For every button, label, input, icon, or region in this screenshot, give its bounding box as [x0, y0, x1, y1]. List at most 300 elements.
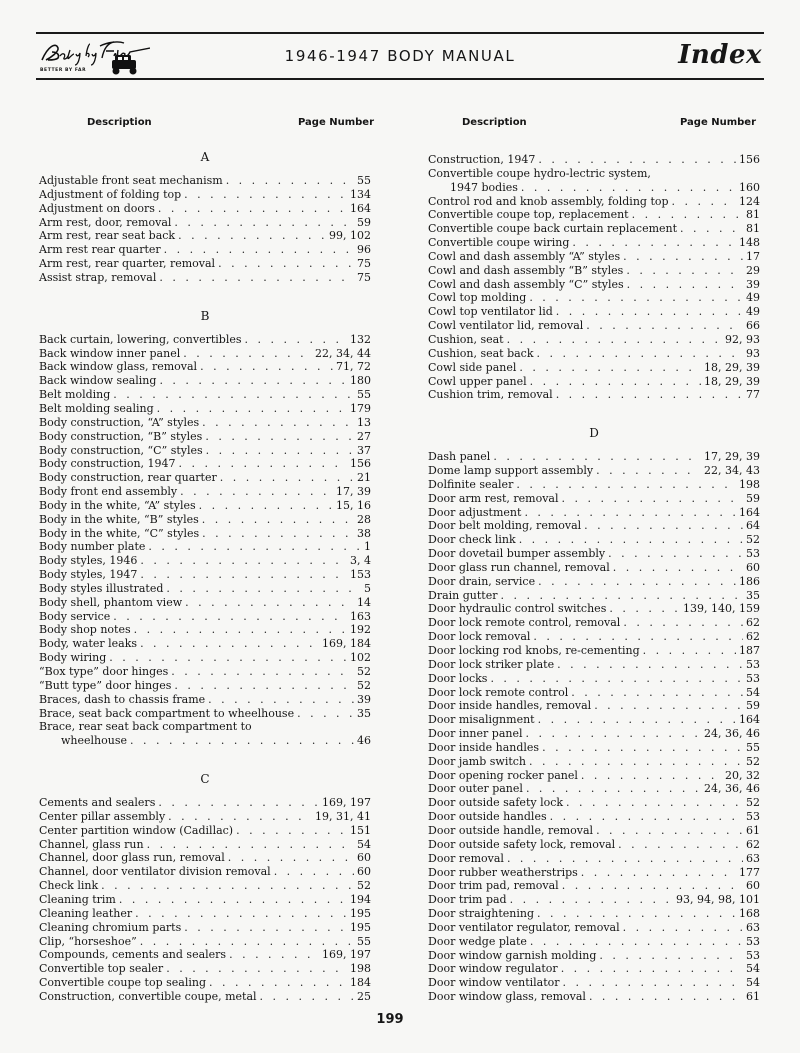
index-entry	[428, 208, 760, 222]
section-d-entries	[428, 450, 760, 1004]
entry-page-number: 49	[746, 291, 760, 305]
entry-description: Back window sealing	[39, 374, 157, 388]
dot-leader	[113, 388, 354, 402]
entry-description: Brace, rear seat back compartment to	[39, 720, 252, 734]
header-rule-top	[36, 32, 764, 34]
entry-description: Door locking rod knobs, re-cementing	[428, 644, 640, 657]
entry-page-number: 53	[746, 657, 760, 671]
index-entry	[39, 976, 371, 990]
index-entry	[428, 852, 760, 866]
entry-description: Door inside handles	[428, 740, 540, 754]
dot-leader	[229, 948, 319, 962]
entry-description: Body wiring	[39, 651, 107, 665]
letter-heading-c: C	[200, 772, 210, 787]
entry-page-number: 35	[746, 588, 760, 602]
dot-leader	[183, 347, 312, 361]
entry-page-number: 186	[739, 574, 760, 588]
section-c-continued-entries	[428, 153, 760, 402]
entry-description: Arm rest, door, removal	[39, 215, 172, 229]
entry-page-number: 14	[357, 595, 371, 609]
index-entry	[428, 879, 760, 893]
index-entry	[428, 616, 760, 630]
dot-leader	[184, 921, 347, 935]
entry-description: Body, water leaks	[39, 637, 138, 651]
dot-leader	[596, 464, 701, 478]
entry-page-number: 55	[357, 174, 371, 187]
entry-page-number: 53	[746, 948, 760, 962]
entry-description: Convertible coupe back curtain replacement	[428, 222, 678, 236]
entry-page-number: 54	[746, 685, 760, 699]
entry-page-number: 164	[739, 505, 760, 519]
dot-leader	[626, 264, 743, 278]
dot-leader	[147, 838, 354, 852]
entry-description: Door belt molding, removal	[428, 519, 582, 533]
entry-page-number: 53	[746, 671, 760, 685]
entry-page-number: 55	[357, 388, 371, 402]
entry-page-number: 59	[746, 699, 760, 713]
entry-page-number: 39	[746, 277, 760, 291]
entry-page-number: 198	[350, 962, 371, 976]
dot-leader	[113, 610, 347, 624]
entry-description: Assist strap, removal	[39, 270, 157, 284]
dot-leader	[563, 976, 743, 990]
index-entry	[428, 893, 760, 907]
entry-page-number: 62	[746, 630, 760, 644]
page-number: 199	[376, 1012, 404, 1027]
entry-page-number: 52	[357, 678, 371, 692]
index-entry	[428, 755, 760, 769]
entry-description: Drain gutter	[428, 588, 498, 602]
entry-page-number: 19, 31, 41	[315, 809, 371, 823]
index-entry	[428, 236, 760, 250]
entry-page-number: 27	[357, 429, 371, 443]
index-entry	[39, 921, 371, 935]
index-entry	[428, 907, 760, 921]
dot-leader	[566, 796, 743, 810]
dot-leader	[135, 907, 347, 921]
entry-description: Cowl and dash assembly “A” styles	[428, 249, 621, 263]
entry-description: “Butt type” door hinges	[39, 678, 172, 692]
entry-description: Door hydraulic control switches	[428, 602, 607, 616]
index-entry	[39, 216, 371, 230]
dot-leader	[519, 361, 701, 375]
index-entry	[39, 243, 371, 257]
entry-description: Door inside handles, removal	[428, 699, 592, 713]
entry-page-number: 37	[357, 443, 371, 457]
index-column-left	[39, 150, 371, 1004]
section-c-entries	[39, 796, 371, 1004]
dot-leader	[623, 250, 743, 264]
section-gap	[428, 402, 760, 426]
entry-page-number: 194	[350, 892, 371, 906]
index-entry	[39, 990, 371, 1004]
index-entry	[428, 962, 760, 976]
entry-page-number: 62	[746, 837, 760, 851]
dot-leader	[609, 602, 680, 616]
entry-description: Body construction, “A” styles	[39, 415, 200, 429]
index-entry	[39, 527, 371, 541]
entry-page-number: 151	[350, 823, 371, 837]
index-entry	[428, 561, 760, 575]
entry-description: Body in the white, “B” styles	[39, 512, 199, 526]
dot-leader	[643, 644, 736, 658]
dot-leader	[159, 271, 354, 285]
entry-page-number: 169, 197	[322, 948, 371, 962]
entry-page-number: 164	[739, 713, 760, 727]
dot-leader	[140, 554, 347, 568]
index-entry	[428, 575, 760, 589]
entry-description: Door drain, service	[428, 574, 536, 588]
entry-description: Door rubber weatherstrips	[428, 865, 578, 879]
entry-page-number: 24, 36, 46	[704, 782, 760, 796]
entry-page-number: 17, 39	[336, 485, 371, 499]
entry-description: Door jamb switch	[428, 754, 527, 768]
dot-leader	[140, 935, 354, 949]
entry-page-number: 28	[357, 512, 371, 526]
entry-description: Back window inner panel	[39, 346, 181, 360]
entry-description: Door lock removal	[428, 630, 531, 644]
dot-leader	[140, 637, 319, 651]
entry-page-number: 24, 36, 46	[704, 727, 760, 741]
entry-page-number: 53	[746, 810, 760, 824]
dot-leader	[510, 893, 673, 907]
entry-description: Cowl top ventilator lid	[428, 305, 553, 319]
index-entry	[428, 741, 760, 755]
index-entry	[39, 651, 371, 665]
entry-description: Cushion, seat back	[428, 346, 534, 360]
entry-description: Body construction, “C” styles	[39, 443, 203, 457]
entry-page-number: 22, 34, 43	[704, 464, 760, 478]
entry-description: Cushion, seat	[428, 332, 504, 346]
entry-description: Cowl side panel	[428, 360, 517, 374]
index-entry	[428, 949, 760, 963]
dot-leader	[158, 796, 319, 810]
entry-page-number: 169, 184	[322, 637, 371, 651]
index-entry	[428, 810, 760, 824]
entry-page-number: 61	[746, 823, 760, 837]
dot-leader	[586, 319, 743, 333]
entry-description: Back curtain, lowering, convertibles	[39, 332, 242, 346]
entry-page-number: 18, 29, 39	[704, 360, 760, 374]
dot-leader	[174, 679, 354, 693]
dot-leader	[507, 852, 743, 866]
dot-leader	[537, 347, 743, 361]
entry-page-number: 64	[746, 519, 760, 533]
entry-description: Door locks	[428, 671, 488, 685]
dot-leader	[507, 333, 722, 347]
index-entry	[39, 513, 371, 527]
index-entry	[428, 602, 760, 616]
dot-leader	[490, 672, 743, 686]
index-entry	[428, 388, 760, 402]
index-entry	[428, 976, 760, 990]
index-entry	[39, 665, 371, 679]
entry-description: Cowl and dash assembly “B” styles	[428, 263, 624, 277]
entry-page-number: 163	[350, 609, 371, 623]
entry-page-number: 55	[746, 740, 760, 754]
entry-description: Convertible coupe top sealing	[39, 976, 206, 990]
index-entry	[39, 907, 371, 921]
index-entry	[428, 319, 760, 333]
entry-description: Body styles, 1947	[39, 568, 138, 582]
index-entry	[39, 485, 371, 499]
entry-description: Adjustment on doors	[39, 201, 155, 215]
dot-leader	[524, 506, 736, 520]
entry-description: Door arm rest, removal	[428, 491, 559, 505]
entry-description: Door adjustment	[428, 505, 522, 519]
entry-description: Body construction, rear quarter	[39, 471, 217, 485]
letter-heading-a: A	[200, 150, 210, 164]
entry-page-number: 35	[357, 706, 371, 720]
dot-leader	[557, 658, 743, 672]
entry-description: Construction, convertible coupe, metal	[39, 989, 257, 1003]
entry-page-number: 153	[350, 568, 371, 582]
letter-heading-d: D	[589, 426, 599, 441]
entry-page-number: 52	[746, 754, 760, 768]
entry-description: Door check link	[428, 533, 516, 547]
entry-page-number: 156	[739, 153, 760, 166]
dot-leader	[202, 416, 354, 430]
index-entry	[39, 582, 371, 596]
dot-leader	[208, 693, 354, 707]
manual-title: 1946-1947 BODY MANUAL	[284, 47, 516, 65]
dot-leader	[550, 810, 743, 824]
entry-description: Cowl ventilator lid, removal	[428, 319, 584, 333]
index-entry	[428, 519, 760, 533]
entry-description: Convertible coupe hydro-lectric system,	[428, 166, 651, 180]
right-page-number-heading: Page Number	[680, 117, 757, 128]
entry-page-number: 75	[357, 257, 371, 271]
entry-description: Cleaning chromium parts	[39, 920, 182, 934]
entry-description: Body styles, 1946	[39, 554, 138, 568]
dot-leader	[618, 838, 743, 852]
entry-description: Door trim pad	[428, 893, 507, 907]
entry-description: Body in the white, “C” styles	[39, 526, 200, 540]
entry-page-number: 52	[746, 533, 760, 547]
index-entry	[428, 824, 760, 838]
entry-description: Arm rest, rear quarter, removal	[39, 257, 216, 271]
entry-description: Door outside safety lock	[428, 796, 564, 810]
entry-page-number: 66	[746, 319, 760, 333]
dot-leader	[584, 519, 743, 533]
dot-leader	[134, 623, 347, 637]
index-entry	[39, 935, 371, 949]
index-entry	[39, 444, 371, 458]
entry-description: wheelhouse	[61, 734, 127, 748]
index-entry	[39, 360, 371, 374]
index-entry	[428, 630, 760, 644]
entry-description: Control rod and knob assembly, folding top	[428, 194, 669, 208]
index-entry	[39, 430, 371, 444]
entry-page-number: 93, 94, 98, 101	[676, 893, 760, 907]
index-entry	[428, 686, 760, 700]
entry-description: Door window glass, removal	[428, 990, 586, 1004]
index-entry	[428, 727, 760, 741]
entry-description: Door lock remote control, removal	[428, 616, 621, 630]
entry-description: Body front end assembly	[39, 485, 178, 499]
index-entry	[39, 471, 371, 485]
index-entry	[428, 658, 760, 672]
index-entry	[39, 720, 371, 734]
entry-page-number: 59	[357, 215, 371, 229]
dot-leader	[206, 444, 354, 458]
dot-leader	[500, 589, 743, 603]
index-entry	[39, 796, 371, 810]
left-page-number-heading: Page Number	[298, 117, 375, 128]
dot-leader	[178, 229, 326, 243]
entry-page-number: 53	[746, 934, 760, 948]
index-entry	[39, 554, 371, 568]
index-entry	[428, 278, 760, 292]
entry-description: Cowl top molding	[428, 291, 527, 305]
logo-tagline: BETTER BY FAR	[40, 68, 87, 73]
dot-leader	[236, 824, 347, 838]
dot-leader	[542, 741, 743, 755]
index-entry	[39, 202, 371, 216]
entry-page-number: 77	[746, 388, 760, 402]
entry-page-number: 156	[350, 457, 371, 471]
index-entry	[428, 167, 760, 181]
entry-page-number: 177	[739, 865, 760, 879]
entry-description: Compounds, cements and sealers	[39, 948, 227, 962]
index-entry	[428, 333, 760, 347]
entry-description: Cowl and dash assembly “C” styles	[428, 277, 624, 291]
dot-leader	[581, 769, 722, 783]
dot-leader	[623, 616, 743, 630]
index-entry	[428, 347, 760, 361]
dot-leader	[530, 935, 743, 949]
dot-leader	[632, 208, 743, 222]
dot-leader	[185, 596, 354, 610]
entry-description: Clip, “horseshoe”	[39, 934, 137, 948]
entry-page-number: 160	[739, 180, 760, 194]
entry-page-number: 92, 93	[725, 332, 760, 346]
index-entry	[39, 457, 371, 471]
dot-leader	[516, 478, 736, 492]
section-title: Index	[678, 40, 762, 70]
dot-leader	[205, 430, 354, 444]
entry-page-number: 195	[350, 906, 371, 920]
index-entry	[428, 672, 760, 686]
index-entry	[39, 851, 371, 865]
index-entry	[428, 589, 760, 603]
entry-page-number: 187	[739, 644, 760, 657]
dot-leader	[184, 188, 347, 202]
entry-page-number: 63	[746, 920, 760, 934]
entry-page-number: 96	[357, 243, 371, 257]
entry-description: Dash panel	[428, 450, 491, 464]
dot-leader	[157, 402, 347, 416]
dot-leader	[119, 893, 347, 907]
entry-description: Door inner panel	[428, 727, 523, 741]
dot-leader	[166, 582, 361, 596]
dot-leader	[260, 990, 354, 1004]
dot-leader	[174, 216, 354, 230]
dot-leader	[130, 734, 354, 748]
dot-leader	[168, 810, 312, 824]
dot-leader	[572, 236, 736, 250]
entry-description: Door dovetail bumper assembly	[428, 547, 606, 561]
dot-leader	[226, 174, 354, 188]
letter-heading-b: B	[200, 308, 210, 323]
dot-leader	[274, 865, 354, 879]
entry-description: Door window regulator	[428, 962, 558, 976]
index-entry	[39, 188, 371, 202]
entry-description: Door lock remote control	[428, 685, 569, 699]
entry-page-number: 54	[357, 837, 371, 851]
entry-description: Arm rest, rear seat back	[39, 229, 176, 243]
index-entry	[428, 866, 760, 880]
dot-leader	[209, 976, 347, 990]
dot-leader	[166, 962, 347, 976]
index-entry	[39, 879, 371, 893]
section-b-entries	[39, 333, 371, 748]
dot-leader	[627, 278, 743, 292]
dot-leader	[493, 450, 701, 464]
dot-leader	[199, 499, 333, 513]
dot-leader	[525, 727, 701, 741]
entry-page-number: 53	[746, 547, 760, 561]
dot-leader	[200, 360, 333, 374]
index-entry	[428, 713, 760, 727]
index-entry	[428, 796, 760, 810]
entry-page-number: 55	[357, 934, 371, 948]
entry-description: Door outside safety lock, removal	[428, 837, 616, 851]
entry-page-number: 60	[357, 865, 371, 879]
index-entry	[428, 250, 760, 264]
entry-description: “Box type” door hinges	[39, 665, 169, 678]
entry-page-number: 75	[357, 270, 371, 284]
entry-page-number: 71, 72	[336, 360, 371, 374]
entry-description: Door wedge plate	[428, 934, 527, 948]
index-entry	[39, 333, 371, 347]
entry-page-number: 134	[350, 187, 371, 201]
entry-page-number: 18, 29, 39	[704, 374, 760, 388]
dot-leader	[596, 824, 743, 838]
entry-page-number: 60	[746, 560, 760, 574]
entry-description: Door ventilator regulator, removal	[428, 920, 620, 934]
dot-leader	[672, 195, 736, 209]
entry-description: Body shell, phantom view	[39, 595, 183, 609]
index-entry	[39, 271, 371, 285]
entry-page-number: 192	[350, 623, 371, 637]
index-entry	[428, 838, 760, 852]
entry-description: Cements and sealers	[39, 796, 156, 810]
dot-leader	[228, 851, 354, 865]
index-entry	[39, 596, 371, 610]
index-entry	[39, 693, 371, 707]
entry-description: Adjustment of folding top	[39, 187, 182, 201]
index-entry	[428, 153, 760, 167]
entry-description: Cleaning trim	[39, 892, 116, 906]
dot-leader	[594, 699, 743, 713]
index-entry	[428, 492, 760, 506]
entry-description: Body construction, 1947	[39, 457, 176, 471]
dot-leader	[101, 879, 354, 893]
entry-page-number: 195	[350, 920, 371, 934]
entry-page-number: 102	[350, 651, 371, 665]
dot-leader	[556, 305, 743, 319]
entry-description: Body styles illustrated	[39, 581, 164, 595]
dot-leader	[537, 907, 736, 921]
dot-leader	[562, 492, 743, 506]
index-entry	[428, 782, 760, 796]
dot-leader	[608, 547, 743, 561]
index-entry	[39, 637, 371, 651]
entry-page-number: 180	[350, 374, 371, 388]
dot-leader	[109, 651, 347, 665]
dot-leader	[220, 471, 354, 485]
